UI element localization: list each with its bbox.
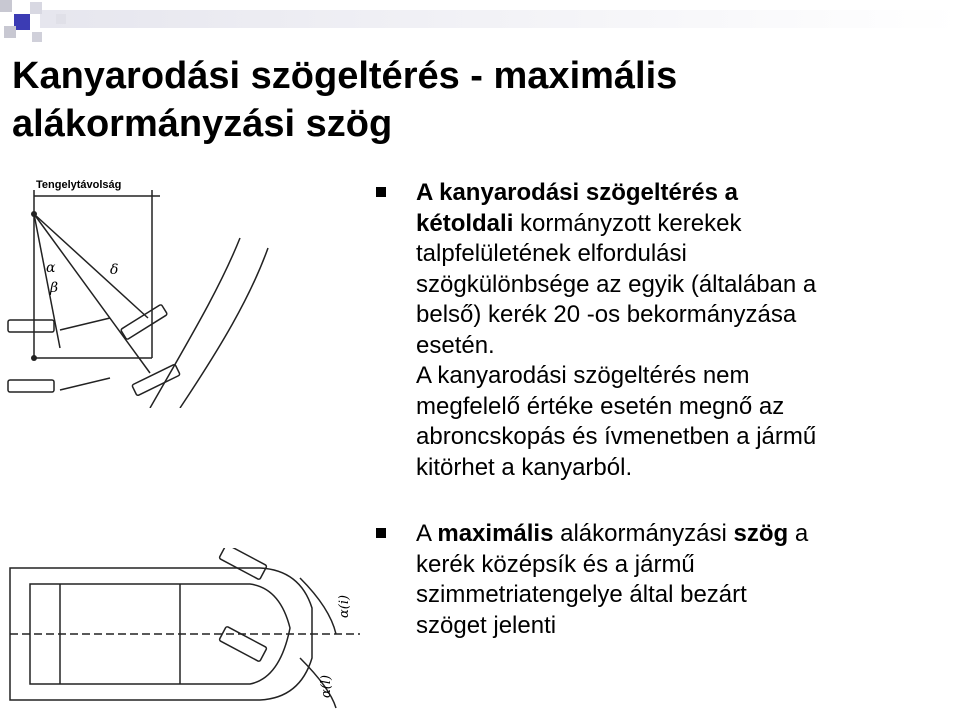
bullet-2-line-4: szöget jelenti: [416, 611, 557, 639]
page-title: [12, 52, 677, 148]
bullet-1-line-1: A kanyarodási szögeltérés a: [416, 179, 738, 206]
pivot-point: [31, 211, 37, 217]
delta-label: δ: [110, 262, 119, 278]
bullet-2-line-2: kerék középsík és a jármű: [416, 550, 695, 578]
inner-angle-label: α(i): [337, 594, 352, 618]
bullet-item-1: [376, 178, 956, 483]
bullet-1-line-8: megfelelő értéke esetén megnő az: [416, 392, 785, 420]
bullet-1-line-6: esetén.: [416, 331, 495, 359]
title-line-1: Kanyarodási szögeltérés - maximális: [12, 55, 678, 97]
outer-angle-label: α(l): [319, 674, 334, 698]
car-topview-diagram: [0, 548, 370, 721]
bullet-square-icon: [376, 187, 386, 197]
bullet-list: [376, 178, 956, 641]
bullet-1-line-4: szögkülönbsége az egyik (általában a: [416, 270, 817, 298]
bullet-item-2: [376, 519, 956, 641]
alpha-label: α: [46, 260, 56, 276]
bullet-2-line-3: szimmetriatengelye által bezárt: [416, 581, 747, 608]
wheelbase-label: Tengelytávolság: [36, 179, 122, 191]
bullet-1-line-5: belső) kerék 20 -os bekormányzása: [416, 301, 797, 328]
bullet-square-icon: [376, 528, 386, 538]
steering-angle-diagram: [0, 168, 370, 408]
bullet-2-line-1: A maximális alákormányzási szög a: [416, 520, 809, 547]
bullet-1-line-9: abroncskopás és ívmenetben a jármű: [416, 423, 817, 450]
bullet-1-line-7: A kanyarodási szögeltérés nem: [416, 362, 750, 389]
corner-decoration: [0, 0, 960, 48]
title-line-2: alákormányzási szög: [12, 103, 393, 145]
beta-label: β: [50, 280, 59, 296]
bullet-1-line-10: kitörhet a kanyarból.: [416, 453, 633, 481]
bullet-1-line-2: kétoldali kormányzott kerekek: [416, 209, 742, 237]
bullet-1-line-3: talpfelületének elfordulási: [416, 240, 687, 267]
